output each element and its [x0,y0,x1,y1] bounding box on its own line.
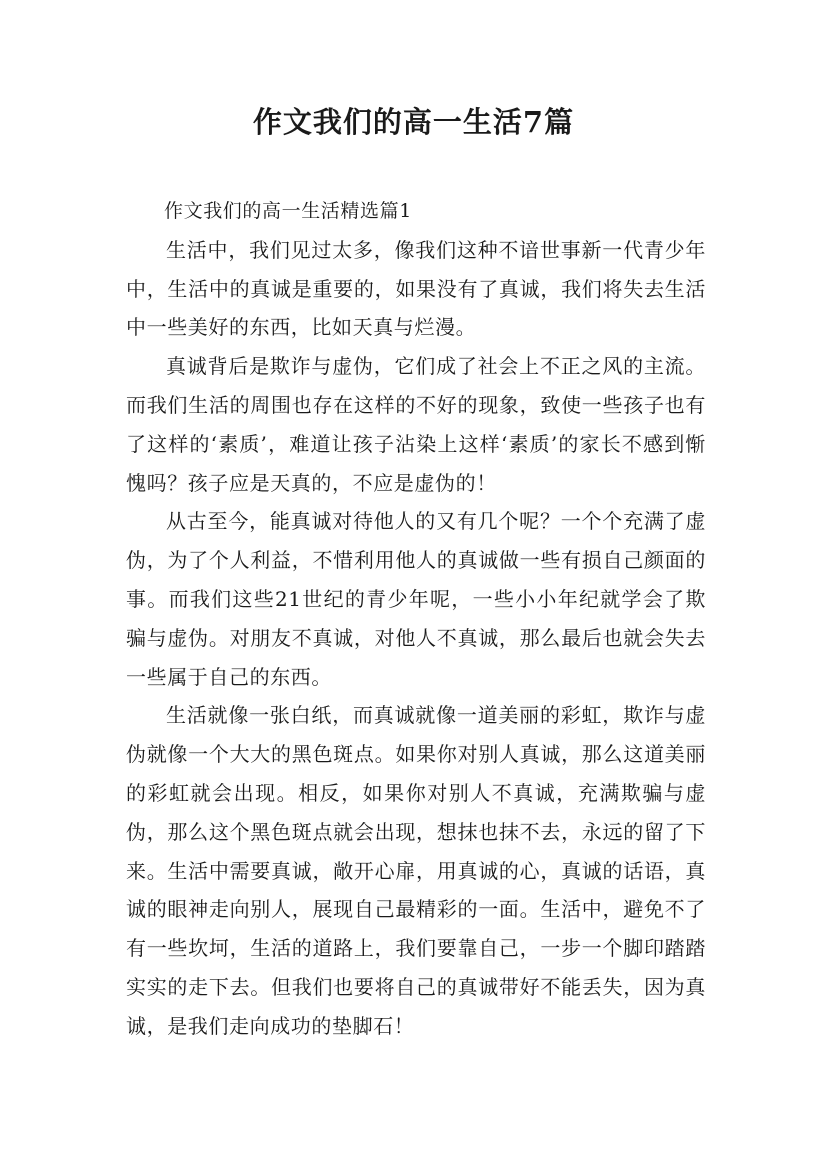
document-title: 作文我们的高一生活7篇 [252,105,575,139]
paragraph-2: 真诚背后是欺诈与虚伪，它们成了社会上不正之风的主流。而我们生活的周围也存在这样的不好的现象，致使一些孩子也有了这样的‘素质’，难道让孩子沾染上这样‘素质’的家长不感到惭愧吗？孩子应是天真的，不应是虚伪的！ [126,354,706,495]
paragraph-1: 生活中，我们见过太多，像我们这种不谙世事新一代青少年中，生活中的真诚是重要的，如果没有了真诚，我们将失去生活中一些美好的东西，比如天真与烂漫。 [126,237,706,340]
paragraph-3: 从古至今，能真诚对待他人的又有几个呢？一个个充满了虚伪，为了个人利益，不惜利用他人的真诚做一些有损自己颜面的事。而我们这些21世纪的青少年呢，一些小小年纪就学会了欺骗与虚伪。对朋友不真诚，对他人不真诚，那么最后也就会失去一些属于自己的东西。 [126,509,706,689]
paragraph-4: 生活就像一张白纸，而真诚就像一道美丽的彩虹，欺诈与虚伪就像一个大大的黑色斑点。如果你对别人真诚，那么这道美丽的彩虹就会出现。相反，如果你对别人不真诚，充满欺骗与虚伪，那么这个黑色斑点就会出现，想抹也抹不去，永远的留了下来。生活中需要真诚，敞开心扉，用真诚的心，真诚的话语，真诚的眼神走向别人，展现自己最精彩的一面。生活中，避免不了有一些坎坷，生活的道路上，我们要靠自己，一步一个脚印踏踏实实的走下去。但我们也要将自己的真诚带好不能丢失，因为真诚，是我们走向成功的垫脚石！ [126,703,706,1038]
section-heading: 作文我们的高一生活精选篇1 [164,200,412,222]
document-body [126,192,706,1046]
